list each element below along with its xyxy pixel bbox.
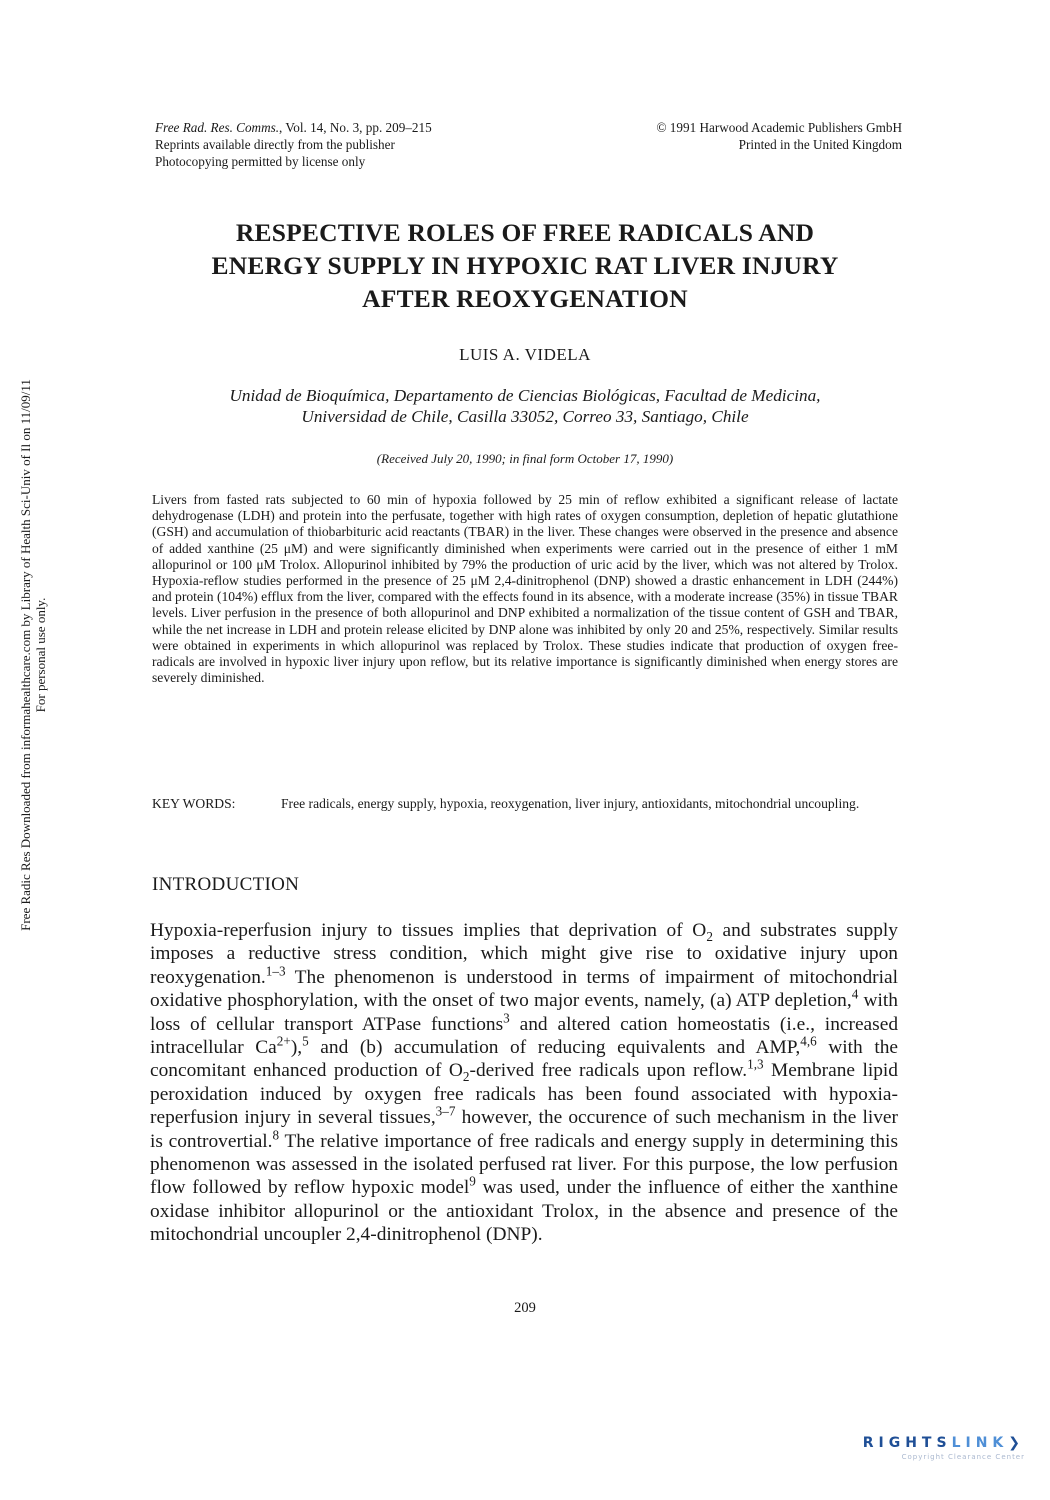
citation-ref: 8 — [272, 1127, 280, 1143]
citation-ref: 4 — [851, 986, 859, 1002]
personal-use-line: For personal use only. — [33, 597, 48, 713]
rightslink-arrow-icon: ❯ — [1008, 1435, 1025, 1451]
citation-ref: 1,3 — [747, 1056, 764, 1072]
author-name: LUIS A. VIDELA — [459, 345, 591, 364]
journal-header — [155, 119, 432, 170]
page-number: 209 — [514, 1300, 536, 1316]
keywords-label: KEY WORDS: — [152, 796, 236, 811]
section-heading: INTRODUCTION — [152, 874, 300, 895]
title-line: RESPECTIVE ROLES OF FREE RADICALS AND — [235, 218, 815, 247]
abstract: Livers from fasted rats subjected to 60 min of hypoxia followed by 25 min of reflow exhibited a significant release of lactate dehydrogenase (LDH) and protein into the perfusate, together with high rates of oxygen consumption, depletion of hepatic glutathione (GSH) and accumulation of thiobarbituric acid reactants (TBAR) in the liver. These changes were observed in the presence and absence of added xanthine (25 μM) and were significantly diminished when experiments were carried out in the presence of either 1 mM allopurinol or 100 μM Trolox. Allopurinol inhibited by 79% the production of uric acid by the liver, which was not altered by Trolox. Hypoxia-reflow studies performed in the presence of 25 μM 2,4-dinitrophenol (DNP) showed a drastic enhancement in LDH (244%) and protein (104%) efflux from the liver, compared with the effects found in its absence, with a moderate increase (35%) in tissue TBAR levels. Liver perfusion in the presence of both allopurinol and DNP exhibited a normalization of the tissue content of GSH and TBAR, while the net increase in LDH and protein release elicited by DNP alone was inhibited by only 20 and 25%, respectively. Similar results were obtained in experiments in which allopurinol was replaced by Trolox. These studies indicate that production of oxygen free-radicals are involved in hypoxic liver injury upon reflow, but its relative importance is significantly diminished when energy stores are severely diminished. — [152, 492, 898, 686]
keywords — [152, 796, 898, 812]
citation-ref: 3–7 — [435, 1103, 456, 1119]
citation-ref: 3 — [503, 1010, 510, 1026]
citation-ref: 5 — [302, 1033, 309, 1049]
affiliation — [140, 385, 910, 427]
citation-ref: 1–3 — [265, 963, 286, 979]
download-watermark — [18, 335, 48, 975]
citation-ref: 9 — [469, 1174, 476, 1189]
publisher-header — [656, 119, 902, 153]
reprints-note: Reprints available directly from the publisher — [155, 137, 395, 152]
received-dates: (Received July 20, 1990; in final form October 17, 1990) — [376, 451, 674, 466]
title-line: ENERGY SUPPLY IN HYPOXIC RAT LIVER INJURY — [211, 251, 839, 280]
rightslink-part-link: LINK — [951, 1435, 1009, 1451]
introduction-paragraph: Hypoxia-reperfusion injury to tissues implies that deprivation of $O_2$ and substrates supply imposes a reductive stress condition, which might give rise to oxidative injury upon reoxygenation.$^{1-3}$ The phenomenon is understood in terms of impairment of mitochondrial oxidative phosphorylation, with the onset of two major events, namely, (a) ATP depletion,$^4$ with loss of cellular transport ATPase functions$^3$ and altered cation homeostatis (i.e., increased intracellular $Ca^{2+}),^5$ and (b) accumulation of reducing equivalents and AMP,$^{4,6}$ with the concomitant enhanced production of $O_2$-derived free radicals upon reflow.$^{1,3}$ Membrane lipid peroxidation induced by oxygen free radicals has been found associated with hypoxia-reperfusion injury in several tissues,$^{3-7}$ however, the occurence of such mechanism in the liver is controvertial.$^8$ The relative importance of free radicals and energy supply in determining this phenomenon was assessed in the isolated perfused rat liver. For this purpose, the low perfusion flow followed by reflow hypoxic model$^9$ was used, under the influence of either the xanthine oxidase inhibitor allopurinol or the antioxidant Trolox, in the absence and presence of the mitochondrial uncoupler 2,4-dinitrophenol (DNP). — [150, 920, 899, 1246]
photocopy-note: Photocopying permitted by license only — [155, 154, 366, 169]
title-line: AFTER REOXYGENATION — [362, 284, 688, 313]
citation-ref: 4,6 — [800, 1033, 817, 1049]
citation-line: Free Rad. Res. Comms., Vol. 14, No. 3, pp. 209–215 — [155, 120, 432, 135]
affiliation-line: Unidad de Bioquímica, Departamento de Ciencias Biológicas, Facultad de Medicina, — [229, 386, 821, 405]
journal-name: Free Rad. Res. Comms. — [155, 120, 280, 135]
keywords-text: Free radicals, energy supply, hypoxia, reoxygenation, liver injury, antioxidants, mitochondrial uncoupling. — [281, 796, 860, 811]
rightslink-subtitle: Copyright Clearance Center — [901, 1453, 1025, 1461]
download-line: Free Radic Res Downloaded from informahealthcare.com by Library of Health Sci-Univ of Il on 11/09/11 — [18, 379, 33, 931]
article-title — [130, 216, 920, 315]
copyright-line: © 1991 Harwood Academic Publishers GmbH — [656, 120, 902, 135]
rightslink-logo[interactable] — [863, 1435, 1025, 1461]
rightslink-part-rights: RIGHTS — [862, 1435, 952, 1451]
printed-line: Printed in the United Kingdom — [738, 137, 902, 152]
affiliation-line: Universidad de Chile, Casilla 33052, Correo 33, Santiago, Chile — [301, 407, 749, 426]
